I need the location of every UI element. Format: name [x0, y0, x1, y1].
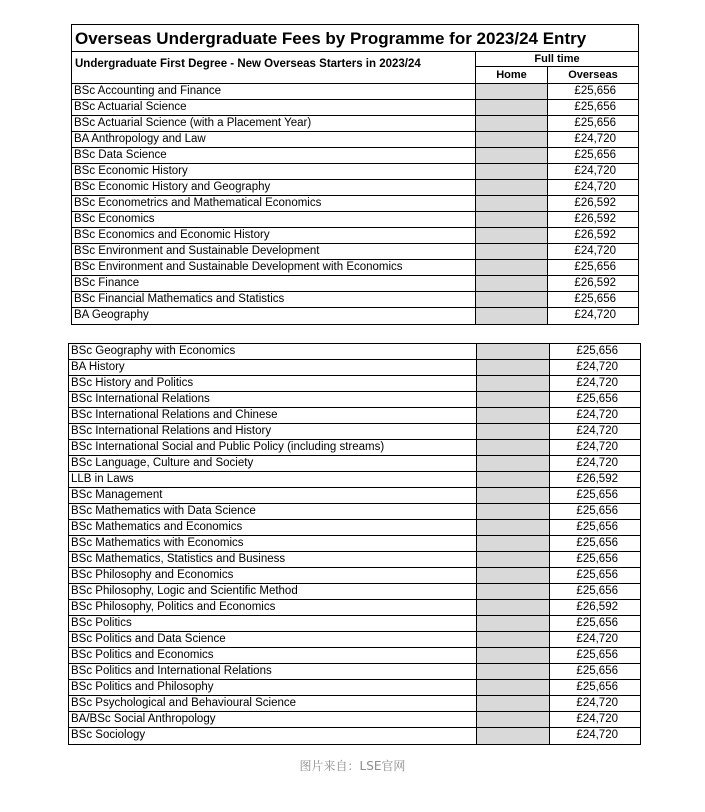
- full-time-header: Full time: [476, 52, 638, 67]
- table-row: [72, 228, 638, 244]
- home-fee-cell: [477, 552, 550, 567]
- programme-name: BSc Politics and Data Science: [69, 632, 477, 647]
- table-row: [72, 116, 638, 132]
- table-row: [72, 260, 638, 276]
- programme-name: BSc Economics and Economic History: [72, 228, 476, 243]
- programme-name: BSc International Social and Public Policy (including streams): [69, 440, 477, 455]
- home-fee-cell: [476, 308, 548, 324]
- table-row: [69, 344, 640, 360]
- programme-name: BA History: [69, 360, 477, 375]
- overseas-fee: £25,656: [576, 489, 618, 501]
- table-row: [72, 292, 638, 308]
- overseas-fee: £26,592: [574, 213, 616, 225]
- overseas-fee: £25,656: [576, 505, 618, 517]
- table-row: [69, 408, 640, 424]
- table-row: [69, 392, 640, 408]
- programme-name: BSc International Relations: [69, 392, 477, 407]
- programme-name: LLB in Laws: [69, 472, 477, 487]
- programme-name: BA Anthropology and Law: [72, 132, 476, 147]
- overseas-fee: £24,720: [576, 361, 618, 373]
- overseas-fee: £25,656: [576, 345, 618, 357]
- home-fee-cell: [477, 424, 550, 439]
- table-body-1: [72, 84, 638, 324]
- overseas-fee: £24,720: [576, 377, 618, 389]
- full-time-header-group: [476, 52, 638, 83]
- home-fee-cell: [477, 392, 550, 407]
- table-row: [69, 568, 640, 584]
- table-row: [69, 648, 640, 664]
- overseas-fee: £24,720: [576, 697, 618, 709]
- table-title: Overseas Undergraduate Fees by Programme for 2023/24 Entry: [72, 25, 638, 52]
- overseas-fee: £26,592: [576, 601, 618, 613]
- table-row: [69, 680, 640, 696]
- programme-name: BSc Mathematics, Statistics and Business: [69, 552, 477, 567]
- table-row: [69, 728, 640, 744]
- overseas-fee: £25,656: [576, 521, 618, 533]
- overseas-fee: £26,592: [574, 197, 616, 209]
- programme-name: BSc Environment and Sustainable Development: [72, 244, 476, 259]
- home-fee-cell: [477, 536, 550, 551]
- overseas-fee: £25,656: [574, 149, 616, 161]
- programme-name: BSc Actuarial Science: [72, 100, 476, 115]
- table-body-2: [69, 344, 640, 744]
- overseas-fee: £25,656: [574, 85, 616, 97]
- fees-table-part-2: [68, 343, 641, 745]
- home-fee-cell: [477, 360, 550, 375]
- table-row: [69, 696, 640, 712]
- home-fee-cell: [477, 616, 550, 631]
- table-header: [72, 52, 638, 84]
- programme-name: BSc Philosophy and Economics: [69, 568, 477, 583]
- table-row: [72, 180, 638, 196]
- overseas-fee: £25,656: [576, 569, 618, 581]
- overseas-fee: £24,720: [574, 181, 616, 193]
- overseas-fee: £24,720: [576, 425, 618, 437]
- home-fee-cell: [476, 244, 548, 259]
- home-fee-cell: [476, 148, 548, 163]
- home-fee-cell: [477, 712, 550, 727]
- table-row: [69, 424, 640, 440]
- table-row: [72, 196, 638, 212]
- home-fee-cell: [477, 600, 550, 615]
- overseas-fee: £25,656: [574, 101, 616, 113]
- overseas-fee: £24,720: [576, 713, 618, 725]
- programme-name: BA Geography: [72, 308, 476, 324]
- programme-name: BSc Econometrics and Mathematical Economics: [72, 196, 476, 211]
- table-row: [69, 360, 640, 376]
- table-row: [72, 100, 638, 116]
- home-fee-cell: [476, 100, 548, 115]
- overseas-fee: £25,656: [576, 649, 618, 661]
- overseas-fee: £25,656: [576, 553, 618, 565]
- table-row: [72, 132, 638, 148]
- table-row: [69, 520, 640, 536]
- table-row: [69, 504, 640, 520]
- programme-name: BSc Language, Culture and Society: [69, 456, 477, 471]
- home-fee-cell: [477, 504, 550, 519]
- home-fee-cell: [476, 260, 548, 275]
- home-fee-cell: [476, 196, 548, 211]
- table-row: [69, 552, 640, 568]
- table-row: [72, 84, 638, 100]
- overseas-fee: £26,592: [574, 277, 616, 289]
- table-row: [69, 376, 640, 392]
- programme-name: BSc Environment and Sustainable Development with Economics: [72, 260, 476, 275]
- home-fee-cell: [477, 408, 550, 423]
- programme-name: BSc Finance: [72, 276, 476, 291]
- home-fee-cell: [476, 132, 548, 147]
- table-row: [72, 308, 638, 324]
- table-row: [69, 600, 640, 616]
- programme-name: BSc Sociology: [69, 728, 477, 744]
- home-fee-cell: [477, 456, 550, 471]
- home-fee-cell: [477, 440, 550, 455]
- programme-name: BSc International Relations and Chinese: [69, 408, 477, 423]
- programme-name: BSc Philosophy, Politics and Economics: [69, 600, 477, 615]
- overseas-fee: £26,592: [574, 229, 616, 241]
- table-row: [72, 212, 638, 228]
- programme-name: BSc Mathematics with Data Science: [69, 504, 477, 519]
- table-row: [69, 536, 640, 552]
- overseas-fee: £25,656: [576, 617, 618, 629]
- table-row: [69, 712, 640, 728]
- home-fee-cell: [477, 376, 550, 391]
- programme-name: BSc Actuarial Science (with a Placement Year): [72, 116, 476, 131]
- programme-name: BA/BSc Social Anthropology: [69, 712, 477, 727]
- overseas-fee: £24,720: [574, 245, 616, 257]
- table-row: [69, 440, 640, 456]
- programme-name: BSc Politics and Philosophy: [69, 680, 477, 695]
- overseas-fee: £24,720: [576, 409, 618, 421]
- overseas-fee: £25,656: [576, 681, 618, 693]
- programme-name: BSc Economics: [72, 212, 476, 227]
- programme-name: BSc Politics and Economics: [69, 648, 477, 663]
- programme-name: BSc Data Science: [72, 148, 476, 163]
- home-fee-cell: [476, 180, 548, 195]
- home-fee-cell: [477, 488, 550, 503]
- overseas-fee: £24,720: [576, 729, 618, 741]
- table-row: [69, 632, 640, 648]
- programme-name: BSc History and Politics: [69, 376, 477, 391]
- home-fee-cell: [476, 84, 548, 99]
- overseas-fee: £25,656: [574, 117, 616, 129]
- image-source-caption: 图片来自：LSE官网: [299, 759, 406, 773]
- table-row: [72, 164, 638, 180]
- home-fee-cell: [477, 520, 550, 535]
- overseas-fee: £24,720: [576, 457, 618, 469]
- home-fee-cell: [477, 344, 550, 359]
- table-row: [69, 664, 640, 680]
- home-fee-cell: [477, 632, 550, 647]
- table-row: [72, 276, 638, 292]
- fees-table-part-1: [71, 24, 639, 325]
- table-row: [69, 472, 640, 488]
- table-row: [69, 584, 640, 600]
- home-fee-cell: [476, 164, 548, 179]
- home-fee-cell: [477, 728, 550, 744]
- programme-name: BSc Psychological and Behavioural Science: [69, 696, 477, 711]
- overseas-fee: £25,656: [576, 393, 618, 405]
- home-fee-cell: [477, 472, 550, 487]
- overseas-fee: £25,656: [574, 261, 616, 273]
- programme-name: BSc Politics and International Relations: [69, 664, 477, 679]
- programme-name: BSc Economic History and Geography: [72, 180, 476, 195]
- overseas-fee: £24,720: [574, 133, 616, 145]
- home-fee-cell: [476, 292, 548, 307]
- overseas-fee: £24,720: [574, 309, 616, 321]
- home-fee-cell: [476, 116, 548, 131]
- home-fee-cell: [477, 696, 550, 711]
- home-fee-cell: [477, 568, 550, 583]
- home-fee-cell: [476, 276, 548, 291]
- home-column-header: Home: [476, 67, 548, 83]
- overseas-fee: £26,592: [576, 473, 618, 485]
- programme-name: BSc Philosophy, Logic and Scientific Method: [69, 584, 477, 599]
- table-row: [72, 244, 638, 260]
- home-fee-cell: [477, 648, 550, 663]
- overseas-fee: £25,656: [576, 665, 618, 677]
- programme-name: BSc Geography with Economics: [69, 344, 477, 359]
- overseas-fee: £24,720: [574, 165, 616, 177]
- programme-name: BSc Mathematics with Economics: [69, 536, 477, 551]
- home-fee-cell: [476, 228, 548, 243]
- home-fee-cell: [477, 584, 550, 599]
- programme-name: BSc International Relations and History: [69, 424, 477, 439]
- programme-name: BSc Management: [69, 488, 477, 503]
- home-fee-cell: [477, 680, 550, 695]
- table-row: [69, 616, 640, 632]
- programme-name: BSc Politics: [69, 616, 477, 631]
- table-row: [72, 148, 638, 164]
- table-row: [69, 488, 640, 504]
- programme-column-header: Undergraduate First Degree - New Overseas Starters in 2023/24: [72, 52, 476, 83]
- overseas-fee: £25,656: [576, 585, 618, 597]
- overseas-fee: £24,720: [576, 441, 618, 453]
- programme-name: BSc Accounting and Finance: [72, 84, 476, 99]
- programme-name: BSc Financial Mathematics and Statistics: [72, 292, 476, 307]
- home-fee-cell: [477, 664, 550, 679]
- overseas-fee: £25,656: [576, 537, 618, 549]
- programme-name: BSc Economic History: [72, 164, 476, 179]
- programme-name: BSc Mathematics and Economics: [69, 520, 477, 535]
- home-fee-cell: [476, 212, 548, 227]
- overseas-fee: £24,720: [576, 633, 618, 645]
- table-row: [69, 456, 640, 472]
- overseas-fee: £25,656: [574, 293, 616, 305]
- overseas-column-header: Overseas: [568, 69, 618, 81]
